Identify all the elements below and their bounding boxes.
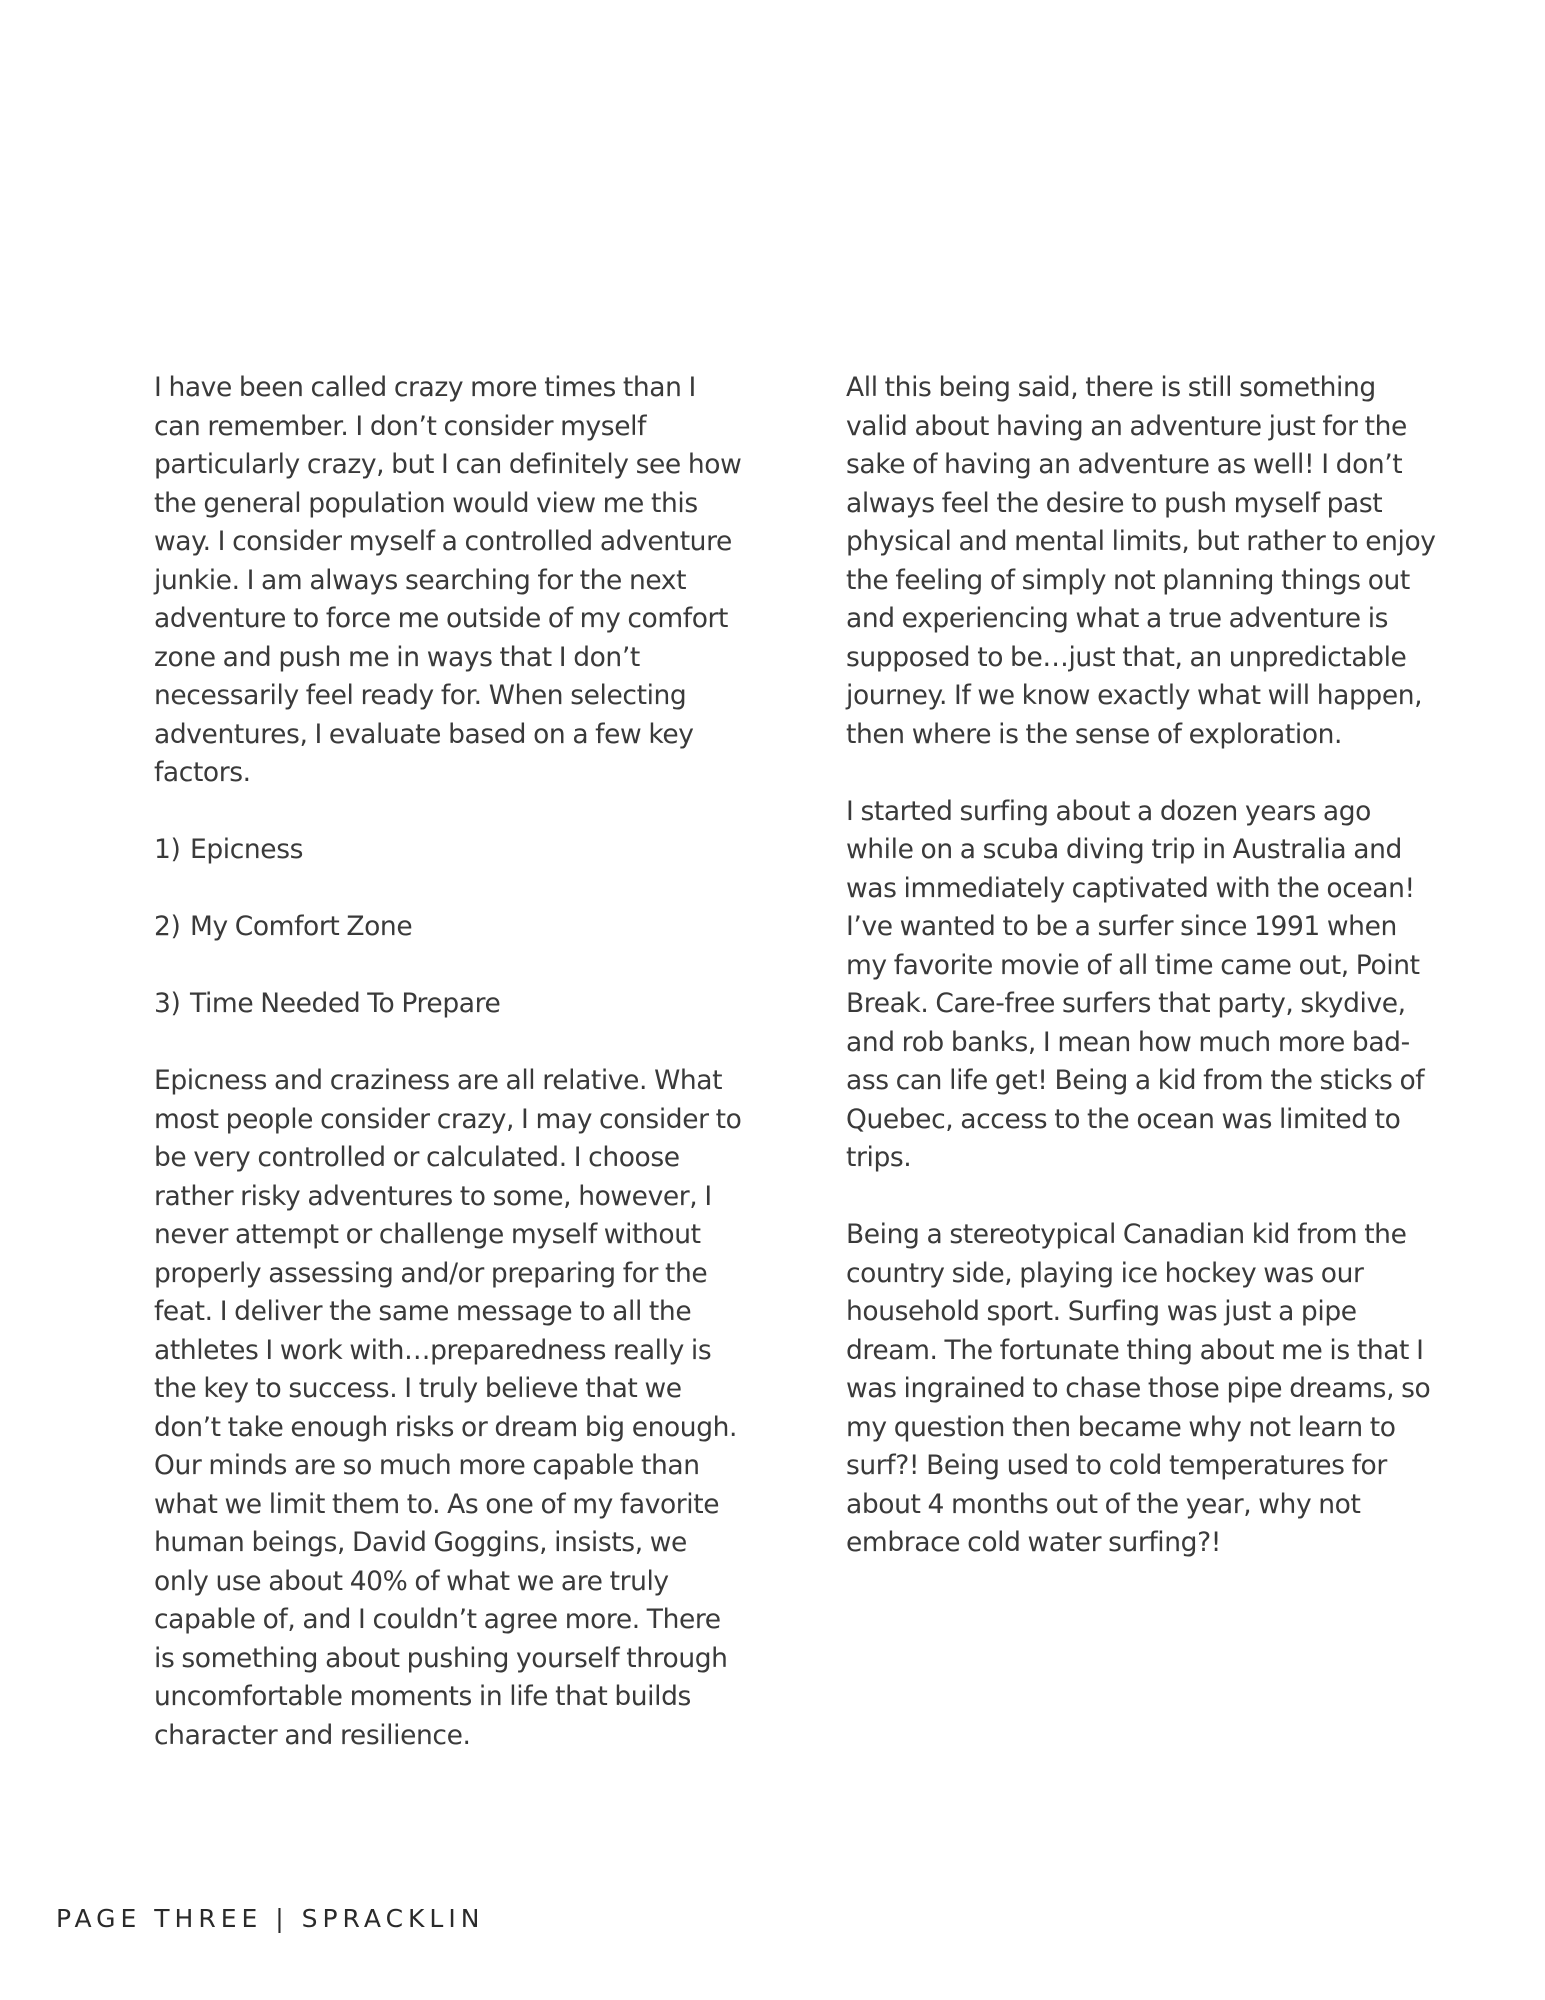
list-text: My Comfort Zone	[190, 911, 413, 942]
list-number: 2)	[154, 911, 181, 942]
list-text: Time Needed To Prepare	[190, 988, 501, 1019]
canadian-kid-paragraph: Being a stereotypical Canadian kid from the country side, playing ice hockey was our household sport. Surfing was just a pipe dream. The fortunate thing about me is that I was ingrained to chase those pipe dreams, so my question then became why not learn to surf?! Being used to cold temperatures for about 4 months out of the year, why not embrace cold water surfing?!	[846, 1219, 1431, 1558]
epicness-paragraph: Epicness and craziness are all relative. What most people consider crazy, I may consider to be very controlled or calculated. I choose rather risky adventures to some, however, I never attempt or challenge myself without properly assessing and/or preparing for the feat. I deliver the same message to all the athletes I work with…preparedness really is the key to success. I truly believe that we don’t take enough risks or dream big enough. Our minds are so much more capable than what we limit them to. As one of my favorite human beings, David Goggins, insists, we only use about 40% of what we are truly capable of, and I couldn’t agree more. There is something about pushing yourself through uncomfortable moments in life that builds character and resilience.	[154, 1065, 742, 1751]
list-item-comfort-zone	[154, 908, 744, 947]
right-column	[846, 369, 1436, 1601]
list-item-epicness	[154, 831, 744, 870]
list-text: Epicness	[190, 834, 304, 865]
page-footer: PAGE THREE | SPRACKLIN	[56, 1904, 485, 1933]
intro-paragraph: I have been called crazy more times than I can remember. I don’t consider myself particularly crazy, but I can definitely see how the general population would view me this way. I consider myself a controlled adventure junkie. I am always searching for the next adventure to force me outside of my comfort zone and push me in ways that I don’t necessarily feel ready for. When selecting adventures, I evaluate based on a few key factors.	[154, 372, 742, 788]
list-number: 3)	[154, 988, 181, 1019]
surfing-start-paragraph: I started surfing about a dozen years ago while on a scuba diving trip in Australia and was immediately captivated with the ocean! I’ve wanted to be a surfer since 1991 when my favorite movie of all time came out, Point Break. Care-free surfers that party, skydive, and rob banks, I mean how much more bad-ass can life get! Being a kid from the sticks of Quebec, access to the ocean was limited to trips.	[846, 795, 1425, 1173]
left-column	[154, 369, 744, 1794]
list-number: 1)	[154, 834, 181, 865]
adventure-paragraph: All this being said, there is still something valid about having an adventure just for the sake of having an adventure as well! I don’t always feel the desire to push myself past physical and mental limits, but rather to enjoy the feeling of simply not planning things out and experiencing what a true adventure is supposed to be…just that, an unpredictable journey. If we know exactly what will happen, then where is the sense of exploration.	[846, 372, 1436, 750]
list-item-time-to-prepare	[154, 985, 744, 1024]
